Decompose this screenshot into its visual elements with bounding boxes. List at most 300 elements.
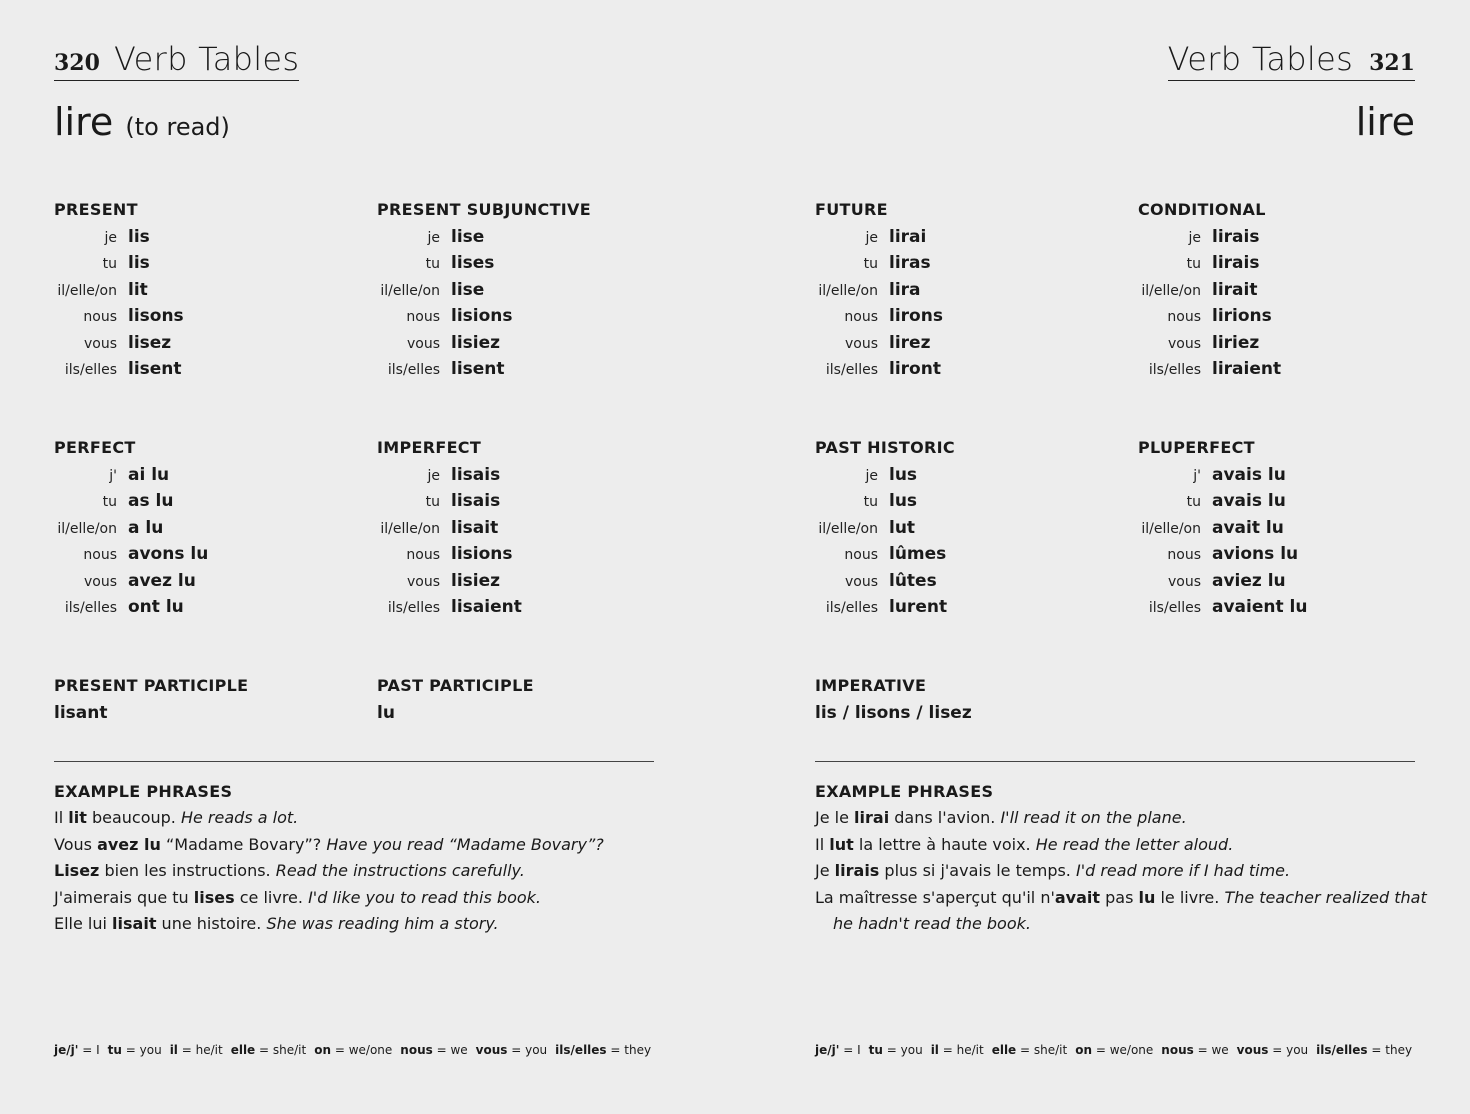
pronoun: nous bbox=[1167, 309, 1201, 326]
key-entry bbox=[400, 1043, 467, 1057]
key-entry bbox=[992, 1043, 1068, 1057]
conjugation-row bbox=[1138, 568, 1438, 594]
translation: She was reading him a story. bbox=[266, 914, 499, 933]
conjugation-row bbox=[377, 224, 677, 250]
key-meaning: you bbox=[525, 1043, 548, 1057]
verb-form: lises bbox=[451, 253, 495, 274]
tense-heading: PLUPERFECT bbox=[1138, 438, 1255, 457]
verb-form: lisons bbox=[128, 306, 184, 327]
key-meaning: they bbox=[624, 1043, 652, 1057]
verb-form: lisait bbox=[451, 517, 499, 538]
pronoun: ils/elles bbox=[825, 361, 878, 378]
key-entry bbox=[931, 1043, 984, 1057]
key-meaning: I bbox=[96, 1043, 100, 1057]
verb-form: lisent bbox=[451, 358, 505, 379]
pronoun: tu bbox=[102, 256, 117, 273]
conjugation-row bbox=[54, 488, 354, 514]
conjugation-row bbox=[377, 594, 677, 620]
pronoun: vous bbox=[1167, 573, 1201, 590]
phrase-text: Il bbox=[815, 834, 830, 854]
conjugation-row bbox=[54, 330, 354, 356]
example-phrase bbox=[54, 911, 654, 938]
key-pronoun: elle bbox=[991, 1043, 1017, 1057]
section-divider bbox=[54, 761, 654, 762]
verb-title bbox=[1356, 100, 1415, 144]
examples-heading: EXAMPLE PHRASES bbox=[54, 782, 233, 801]
translation: The teacher realized that bbox=[1224, 887, 1427, 907]
key-meaning: he/it bbox=[195, 1043, 223, 1057]
running-head bbox=[1168, 40, 1415, 81]
pronoun: tu bbox=[102, 494, 117, 511]
example-phrase bbox=[54, 805, 654, 832]
participle-block bbox=[377, 673, 677, 726]
pronoun: tu bbox=[863, 494, 878, 511]
phrase-text: le livre. bbox=[1155, 887, 1220, 907]
verb-form: lisions bbox=[451, 544, 513, 565]
key-equals: = bbox=[1268, 1043, 1287, 1057]
conjugation-row bbox=[1138, 303, 1438, 329]
phrase-text: bien les instructions. bbox=[99, 861, 271, 880]
participle-block bbox=[54, 673, 354, 726]
conjugation-row bbox=[54, 250, 354, 276]
phrase-text: dans l'avion. bbox=[889, 808, 996, 827]
verb-form: avions lu bbox=[1212, 544, 1299, 565]
key-equals: = bbox=[121, 1043, 140, 1057]
key-pronoun: je/j' bbox=[54, 1043, 79, 1057]
highlighted-verb: lirai bbox=[854, 808, 890, 827]
pronoun: vous bbox=[844, 573, 878, 590]
phrase-text: beaucoup. bbox=[86, 808, 176, 827]
conjugation-row bbox=[1138, 515, 1438, 541]
running-title: Verb Tables bbox=[113, 40, 300, 78]
verb-title bbox=[54, 100, 230, 144]
key-pronoun: on bbox=[314, 1043, 332, 1057]
tense-heading: PRESENT SUBJUNCTIVE bbox=[377, 200, 591, 219]
example-phrases bbox=[815, 779, 1427, 938]
highlighted-verb: avait bbox=[1054, 887, 1101, 907]
highlighted-verb: lises bbox=[193, 887, 235, 907]
left-page bbox=[54, 0, 654, 1114]
tense-block bbox=[815, 197, 1115, 382]
verb-form: lira bbox=[889, 279, 921, 300]
phrase-text: pas bbox=[1100, 887, 1139, 907]
pronoun: nous bbox=[406, 547, 440, 564]
running-head bbox=[54, 40, 299, 81]
conjugation-row bbox=[1138, 488, 1438, 514]
conjugation-row bbox=[815, 594, 1115, 620]
verb-form: lirait bbox=[1212, 279, 1258, 300]
pronoun: il/elle/on bbox=[1141, 520, 1201, 537]
pronoun: nous bbox=[844, 547, 878, 564]
translation: He reads a lot. bbox=[180, 808, 299, 827]
key-pronoun: il bbox=[169, 1043, 178, 1057]
verb-form: a lu bbox=[128, 517, 164, 538]
conjugation-row bbox=[815, 356, 1115, 382]
tense-block bbox=[54, 197, 354, 382]
phrase-text: une histoire. bbox=[156, 914, 262, 933]
pronoun: tu bbox=[1186, 494, 1201, 511]
key-meaning: they bbox=[1385, 1043, 1413, 1057]
conjugation-row bbox=[815, 250, 1115, 276]
tense-block bbox=[377, 435, 677, 620]
phrase-text: La maîtresse s'aperçut qu'il n' bbox=[815, 887, 1055, 907]
tense-block bbox=[815, 435, 1115, 620]
participle-heading: PAST PARTICIPLE bbox=[377, 676, 534, 695]
conjugation-row bbox=[377, 462, 677, 488]
tense-block bbox=[54, 435, 354, 620]
verb-form: liraient bbox=[1212, 358, 1282, 379]
key-entry bbox=[815, 1043, 861, 1057]
conjugation-row bbox=[1138, 594, 1438, 620]
pronoun: il/elle/on bbox=[818, 282, 878, 299]
verb-form: avais lu bbox=[1212, 491, 1286, 512]
verb-infinitive: lire bbox=[54, 100, 114, 144]
pronoun: il/elle/on bbox=[1141, 282, 1201, 299]
conjugation-row bbox=[377, 568, 677, 594]
key-pronoun: je/j' bbox=[815, 1043, 840, 1057]
conjugation-row bbox=[1138, 224, 1438, 250]
verb-form: lirais bbox=[1212, 227, 1260, 247]
key-meaning: she/it bbox=[272, 1043, 307, 1057]
verb-form: lûmes bbox=[889, 544, 947, 565]
pronoun: nous bbox=[1167, 547, 1201, 564]
phrase-text: la lettre à haute voix. bbox=[853, 834, 1031, 854]
tense-heading: PRESENT bbox=[54, 200, 138, 219]
key-equals: = bbox=[839, 1043, 858, 1057]
verb-form: lisaient bbox=[451, 596, 522, 617]
conjugation-row bbox=[54, 277, 354, 303]
highlighted-verb: lut bbox=[829, 834, 854, 854]
phrase-text: Vous bbox=[54, 834, 98, 854]
key-entry bbox=[555, 1043, 651, 1057]
pronoun: il/elle/on bbox=[380, 282, 440, 299]
pronoun: je bbox=[865, 230, 878, 246]
key-pronoun: vous bbox=[475, 1043, 508, 1057]
key-equals: = bbox=[606, 1043, 625, 1057]
verb-form: lisiez bbox=[451, 570, 501, 591]
conjugation-row bbox=[54, 594, 354, 620]
phrase-text: plus si j'avais le temps. bbox=[879, 861, 1071, 880]
pronoun: nous bbox=[406, 309, 440, 326]
key-entry bbox=[869, 1043, 923, 1057]
phrase-text: J'aimerais que tu bbox=[54, 887, 194, 907]
conjugation-row bbox=[377, 303, 677, 329]
phrase-text: Je bbox=[815, 861, 835, 880]
conjugation-row bbox=[815, 224, 1115, 250]
verb-form: lurent bbox=[889, 596, 948, 617]
example-phrase bbox=[815, 885, 1427, 912]
key-equals: = bbox=[1092, 1043, 1110, 1057]
pronoun-key bbox=[815, 1043, 1420, 1057]
pronoun: il/elle/on bbox=[818, 520, 878, 537]
phrase-text: Il bbox=[54, 808, 69, 827]
pronoun: vous bbox=[83, 573, 117, 590]
key-pronoun: nous bbox=[400, 1043, 433, 1057]
verb-form: lirons bbox=[889, 306, 943, 327]
conjugation-row bbox=[815, 462, 1115, 488]
imperative-heading: IMPERATIVE bbox=[815, 676, 927, 695]
tense-block bbox=[1138, 197, 1438, 382]
key-meaning: you bbox=[139, 1043, 162, 1057]
key-entry bbox=[231, 1043, 307, 1057]
highlighted-verb: lu bbox=[1138, 887, 1156, 907]
highlighted-verb: Lisez bbox=[54, 861, 100, 880]
pronoun: je bbox=[104, 230, 117, 246]
tense-heading: IMPERFECT bbox=[377, 438, 482, 457]
example-phrase bbox=[815, 858, 1415, 885]
pronoun: tu bbox=[425, 494, 440, 511]
verb-form: lus bbox=[889, 491, 918, 512]
key-meaning: he/it bbox=[956, 1043, 984, 1057]
highlighted-verb: avez lu bbox=[97, 834, 161, 854]
pronoun: j' bbox=[109, 468, 117, 484]
verb-form: lirai bbox=[889, 227, 927, 247]
key-equals: = bbox=[78, 1043, 97, 1057]
example-phrase bbox=[54, 832, 654, 859]
key-pronoun: ils/elles bbox=[1316, 1043, 1368, 1057]
right-page bbox=[815, 0, 1427, 1114]
verb-form: liras bbox=[889, 253, 931, 274]
imperative-value: lis / lisons / lisez bbox=[815, 703, 972, 723]
pronoun: je bbox=[427, 468, 440, 484]
pronoun: ils/elles bbox=[1148, 361, 1201, 378]
key-entry bbox=[54, 1043, 100, 1057]
key-entry bbox=[1237, 1043, 1309, 1057]
verb-gloss: (to read) bbox=[125, 113, 230, 141]
key-equals: = bbox=[1016, 1043, 1034, 1057]
conjugation-row bbox=[54, 541, 354, 567]
pronoun: ils/elles bbox=[387, 361, 440, 378]
pronoun: nous bbox=[844, 309, 878, 326]
conjugation-row bbox=[377, 488, 677, 514]
verb-form: avait lu bbox=[1212, 517, 1284, 538]
conjugation-row bbox=[815, 541, 1115, 567]
example-phrase bbox=[815, 805, 1415, 832]
key-entry bbox=[1075, 1043, 1153, 1057]
pronoun: ils/elles bbox=[1148, 599, 1201, 616]
conjugation-row bbox=[377, 330, 677, 356]
pronoun: ils/elles bbox=[64, 361, 117, 378]
key-meaning: you bbox=[1286, 1043, 1309, 1057]
phrase-text: Elle lui bbox=[54, 914, 113, 933]
key-pronoun: tu bbox=[107, 1043, 122, 1057]
verb-form: liront bbox=[889, 358, 941, 379]
pronoun: vous bbox=[844, 335, 878, 352]
examples-heading: EXAMPLE PHRASES bbox=[815, 782, 994, 801]
conjugation-row bbox=[1138, 330, 1438, 356]
key-equals: = bbox=[1367, 1043, 1386, 1057]
key-meaning: we/one bbox=[348, 1043, 393, 1057]
participle-value: lisant bbox=[54, 703, 108, 723]
key-pronoun: ils/elles bbox=[555, 1043, 607, 1057]
verb-form: lûtes bbox=[889, 570, 937, 591]
conjugation-row bbox=[377, 250, 677, 276]
verb-form: lisent bbox=[128, 358, 182, 379]
key-entry bbox=[314, 1043, 392, 1057]
key-entry bbox=[1161, 1043, 1228, 1057]
verb-form: lisez bbox=[128, 332, 172, 353]
highlighted-verb: lirais bbox=[834, 861, 880, 880]
verb-form: lisiez bbox=[451, 332, 501, 353]
phrase-text: Je le bbox=[815, 808, 855, 827]
conjugation-row bbox=[377, 277, 677, 303]
conjugation-row bbox=[54, 224, 354, 250]
key-meaning: you bbox=[900, 1043, 923, 1057]
conjugation-row bbox=[54, 356, 354, 382]
key-pronoun: tu bbox=[868, 1043, 883, 1057]
key-meaning: we/one bbox=[1109, 1043, 1154, 1057]
pronoun: vous bbox=[406, 573, 440, 590]
conjugation-row bbox=[815, 330, 1115, 356]
conjugation-row bbox=[815, 303, 1115, 329]
conjugation-row bbox=[54, 568, 354, 594]
section-divider bbox=[815, 761, 1415, 762]
participle-heading: PRESENT PARTICIPLE bbox=[54, 676, 249, 695]
conjugation-row bbox=[377, 356, 677, 382]
verb-form: avais lu bbox=[1212, 465, 1286, 485]
conjugation-row bbox=[377, 515, 677, 541]
key-equals: = bbox=[882, 1043, 901, 1057]
pronoun: nous bbox=[83, 309, 117, 326]
key-meaning: we bbox=[450, 1043, 468, 1057]
key-pronoun: nous bbox=[1161, 1043, 1194, 1057]
translation: I'd like you to read this book. bbox=[308, 887, 541, 907]
conjugation-row bbox=[1138, 250, 1438, 276]
page-number: 320 bbox=[54, 50, 100, 76]
conjugation-row bbox=[377, 541, 677, 567]
verb-form: lisions bbox=[451, 306, 513, 327]
highlighted-verb: lit bbox=[68, 808, 87, 827]
pronoun: je bbox=[427, 230, 440, 246]
tense-block bbox=[377, 197, 677, 382]
key-equals: = bbox=[1193, 1043, 1212, 1057]
verb-form: avaient lu bbox=[1212, 596, 1308, 617]
verb-form: lisais bbox=[451, 491, 501, 512]
key-equals: = bbox=[177, 1043, 196, 1057]
pronoun: il/elle/on bbox=[57, 282, 117, 299]
key-pronoun: vous bbox=[1236, 1043, 1269, 1057]
conjugation-row bbox=[1138, 277, 1438, 303]
pronoun: tu bbox=[425, 256, 440, 273]
verb-form: lirions bbox=[1212, 306, 1272, 327]
tense-block bbox=[1138, 435, 1438, 620]
translation: he hadn't read the book. bbox=[833, 914, 1031, 933]
running-title: Verb Tables bbox=[1167, 40, 1354, 78]
pronoun: ils/elles bbox=[825, 599, 878, 616]
key-equals: = bbox=[331, 1043, 349, 1057]
conjugation-row bbox=[1138, 356, 1438, 382]
key-equals: = bbox=[432, 1043, 451, 1057]
phrase-text: “Madame Bovary”? bbox=[160, 834, 322, 854]
conjugation-row bbox=[1138, 462, 1438, 488]
key-entry bbox=[476, 1043, 548, 1057]
key-pronoun: il bbox=[930, 1043, 939, 1057]
tense-heading: PERFECT bbox=[54, 438, 136, 457]
key-meaning: I bbox=[857, 1043, 861, 1057]
verb-form: lis bbox=[128, 227, 150, 247]
translation: He read the letter aloud. bbox=[1035, 834, 1234, 854]
verb-form: lise bbox=[451, 279, 485, 300]
pronoun: ils/elles bbox=[64, 599, 117, 616]
verb-infinitive: lire bbox=[1355, 100, 1415, 144]
tense-heading: CONDITIONAL bbox=[1138, 200, 1266, 219]
verb-form: lus bbox=[889, 465, 918, 485]
verb-form: avons lu bbox=[128, 544, 209, 565]
verb-form: ai lu bbox=[128, 465, 170, 485]
key-meaning: she/it bbox=[1033, 1043, 1068, 1057]
example-phrase bbox=[54, 885, 654, 912]
conjugation-row bbox=[815, 488, 1115, 514]
key-equals: = bbox=[507, 1043, 526, 1057]
conjugation-row bbox=[815, 515, 1115, 541]
pronoun: tu bbox=[1186, 256, 1201, 273]
translation: I'd read more if I had time. bbox=[1075, 861, 1291, 880]
pronoun: il/elle/on bbox=[57, 520, 117, 537]
example-phrases bbox=[54, 779, 654, 938]
key-pronoun: elle bbox=[230, 1043, 256, 1057]
verb-form: avez lu bbox=[128, 570, 196, 591]
key-equals: = bbox=[255, 1043, 273, 1057]
pronoun: je bbox=[1188, 230, 1201, 246]
highlighted-verb: lisait bbox=[112, 914, 157, 933]
pronoun: vous bbox=[406, 335, 440, 352]
verb-form: as lu bbox=[128, 491, 174, 512]
participle-block bbox=[815, 673, 1115, 726]
pronoun: nous bbox=[83, 547, 117, 564]
pronoun: ils/elles bbox=[387, 599, 440, 616]
conjugation-row bbox=[815, 568, 1115, 594]
verb-form: lisais bbox=[451, 465, 501, 485]
pronoun: vous bbox=[1167, 335, 1201, 352]
pronoun: vous bbox=[83, 335, 117, 352]
verb-form: lut bbox=[889, 517, 916, 538]
conjugation-row bbox=[54, 303, 354, 329]
participle-value: lu bbox=[377, 703, 395, 723]
tense-heading: PAST HISTORIC bbox=[815, 438, 955, 457]
verb-form: liriez bbox=[1212, 332, 1260, 353]
pronoun: j' bbox=[1193, 468, 1201, 484]
conjugation-row bbox=[54, 462, 354, 488]
verb-form: lit bbox=[128, 279, 148, 300]
verb-form: lirez bbox=[889, 332, 931, 353]
conjugation-row bbox=[815, 277, 1115, 303]
key-meaning: we bbox=[1211, 1043, 1229, 1057]
example-phrase-continued bbox=[815, 911, 1415, 938]
translation: Have you read “Madame Bovary”? bbox=[326, 834, 604, 854]
key-entry bbox=[1316, 1043, 1412, 1057]
verb-form: lirais bbox=[1212, 253, 1260, 274]
translation: I'll read it on the plane. bbox=[1000, 808, 1187, 827]
pronoun: je bbox=[865, 468, 878, 484]
key-entry bbox=[170, 1043, 223, 1057]
example-phrase bbox=[815, 832, 1415, 859]
pronoun: il/elle/on bbox=[380, 520, 440, 537]
verb-form: ont lu bbox=[128, 596, 184, 617]
key-pronoun: on bbox=[1075, 1043, 1093, 1057]
phrase-text: ce livre. bbox=[234, 887, 303, 907]
pronoun-key bbox=[54, 1043, 659, 1057]
page-number: 321 bbox=[1369, 50, 1415, 76]
verb-form: lise bbox=[451, 227, 485, 247]
key-equals: = bbox=[938, 1043, 957, 1057]
pronoun: tu bbox=[863, 256, 878, 273]
verb-form: aviez lu bbox=[1212, 570, 1286, 591]
example-phrase bbox=[54, 858, 654, 885]
key-entry bbox=[108, 1043, 162, 1057]
conjugation-row bbox=[54, 515, 354, 541]
verb-form: lis bbox=[128, 253, 150, 274]
translation: Read the instructions carefully. bbox=[275, 861, 525, 880]
